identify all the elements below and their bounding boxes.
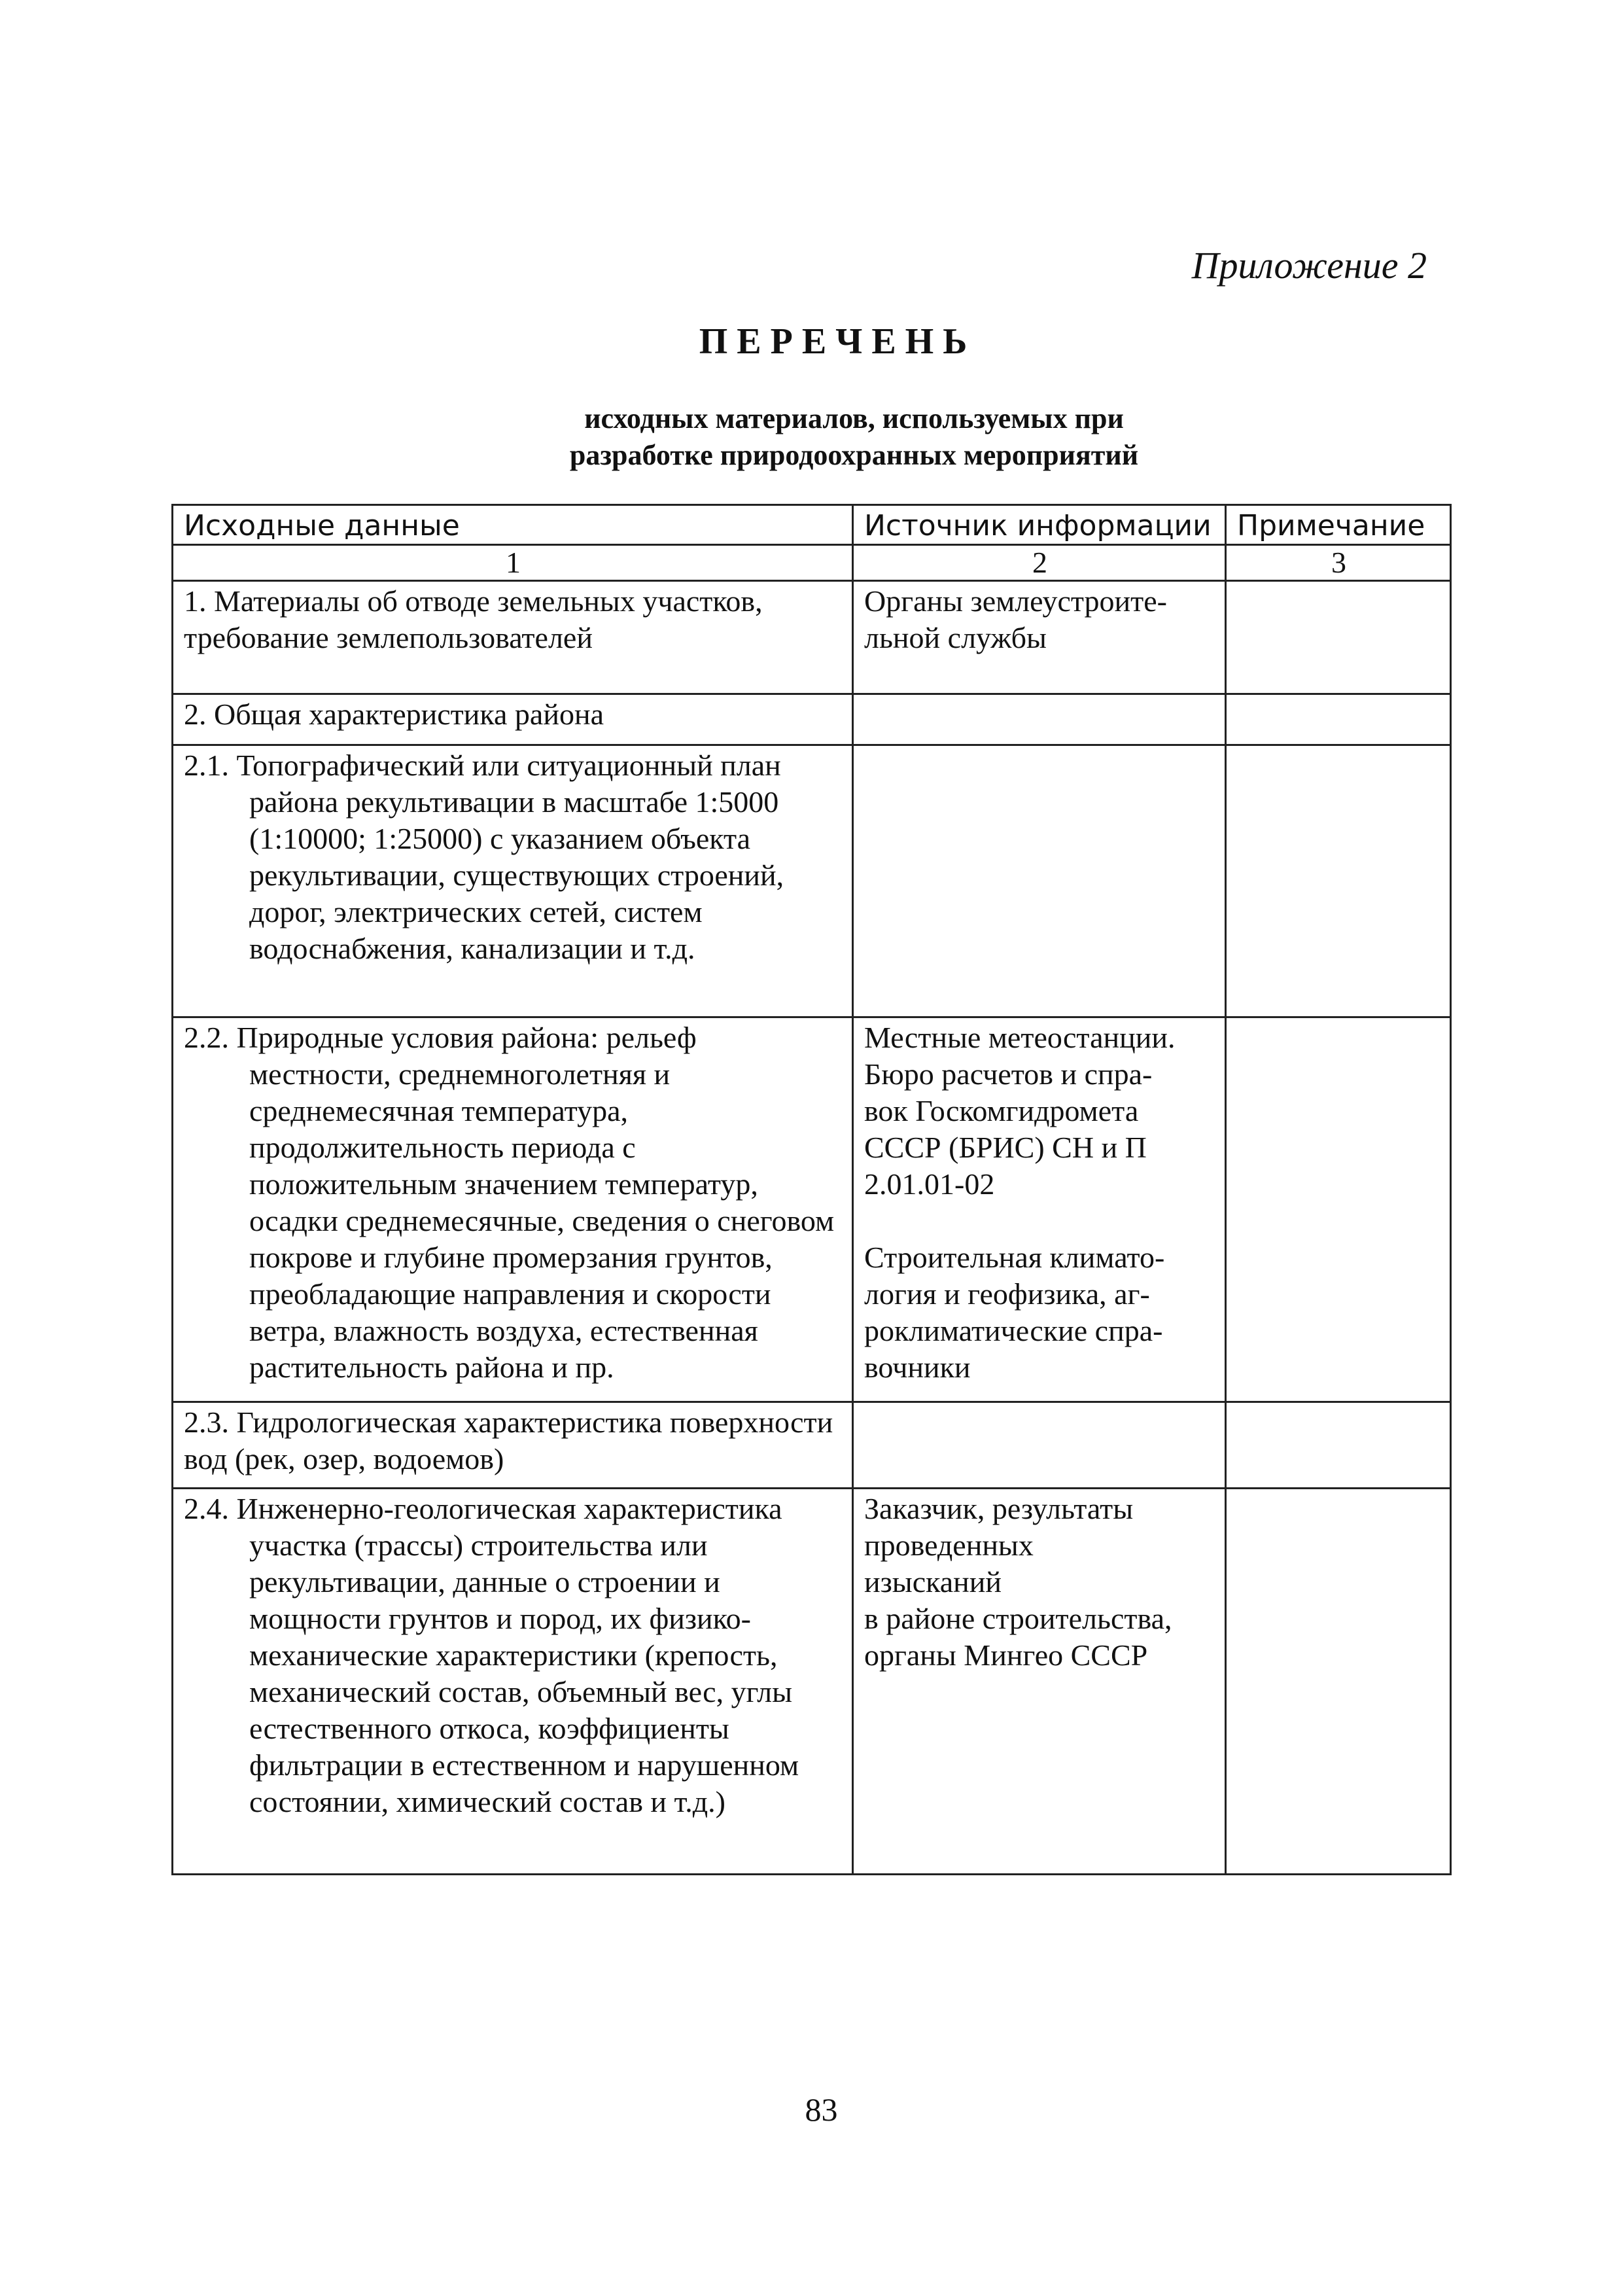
table-row <box>173 745 1451 1017</box>
source-line: в районе строительства, <box>864 1602 1172 1635</box>
column-number-row <box>173 545 1451 581</box>
source-line: органы Мингео СССР <box>864 1638 1148 1672</box>
row-data-text: 2.2. Природные условия района: рельеф местности, среднемноголетняя и среднемесячная температура, продолжительность периода с положительным значением температур, осадки среднемесячные, сведения о снеговом покрове и глубине промерзания грунтов, преобладающие направления и скорости ветра, влажность воздуха, естественная растительность района и пр. <box>184 1021 835 1384</box>
source-line: СССР (БРИС) СН и П <box>864 1131 1147 1164</box>
row-data-cell <box>173 745 853 1017</box>
materials-table <box>171 504 1452 1875</box>
row-note-cell <box>1226 1402 1451 1489</box>
page-number: 83 <box>805 2091 838 2128</box>
source-line: льной службы <box>864 621 1047 654</box>
source-line: изысканий <box>864 1565 1002 1598</box>
source-line: Местные метеостанции. <box>864 1021 1176 1054</box>
column-header-info-source: Источник информации <box>853 505 1226 545</box>
table-header-row <box>173 505 1451 545</box>
row-source-cell <box>853 745 1226 1017</box>
row-source-cell <box>853 581 1226 694</box>
column-number: 2 <box>853 545 1226 581</box>
row-note-cell <box>1226 745 1451 1017</box>
column-header-note: Примечание <box>1226 505 1451 545</box>
table-row <box>173 1402 1451 1489</box>
document-title: ПЕРЕЧЕНЬ <box>699 321 977 362</box>
row-source-cell <box>853 1402 1226 1489</box>
subtitle-line-1: исходных материалов, используемых при <box>584 402 1124 434</box>
row-data-cell: 1. Материалы об отводе земельных участков, требование землепользователей <box>173 581 853 694</box>
table-row <box>173 694 1451 745</box>
source-line: Органы землеустроите- <box>864 584 1167 618</box>
row-source-cell <box>853 694 1226 745</box>
row-data-text: 2.1. Топографический или ситуационный план района рекультивации в масштабе 1:5000 (1:10000; 1:25000) с указанием объекта рекультивации, существующих строений, дорог, электрических сетей, систем водоснабжения, канализации и т.д. <box>184 749 784 965</box>
source-line: роклиматические спра- <box>864 1314 1163 1347</box>
source-line: вок Госкомгидромета <box>864 1094 1139 1127</box>
row-note-cell <box>1226 1017 1451 1402</box>
source-line: Строительная климато- <box>864 1241 1165 1274</box>
source-line: Бюро расчетов и спра- <box>864 1057 1153 1091</box>
column-number: 1 <box>173 545 853 581</box>
row-data-cell: 2.3. Гидрологическая характеристика поверхности вод (рек, озер, водоемов) <box>173 1402 853 1489</box>
table-row <box>173 1489 1451 1875</box>
table-row <box>173 581 1451 694</box>
source-line: Заказчик, результаты <box>864 1492 1134 1525</box>
source-line: логия и геофизика, аг- <box>864 1277 1150 1311</box>
column-header-source-data: Исходные данные <box>173 505 853 545</box>
row-note-cell <box>1226 694 1451 745</box>
row-data-cell: 2. Общая характеристика района <box>173 694 853 745</box>
row-source-cell <box>853 1017 1226 1402</box>
column-number: 3 <box>1226 545 1451 581</box>
row-data-cell <box>173 1489 853 1875</box>
table-row <box>173 1017 1451 1402</box>
source-spacer <box>864 1203 1215 1239</box>
row-note-cell <box>1226 581 1451 694</box>
source-line: проведенных <box>864 1528 1034 1562</box>
row-note-cell <box>1226 1489 1451 1875</box>
source-line: вочники <box>864 1351 971 1384</box>
source-line: 2.01.01-02 <box>864 1167 995 1201</box>
row-data-cell <box>173 1017 853 1402</box>
appendix-label: Приложение 2 <box>1191 244 1427 287</box>
row-source-cell <box>853 1489 1226 1875</box>
row-data-text: 2.4. Инженерно-геологическая характеристика участка (трассы) строительства или рекультивации, данные о строении и мощности грунтов и пород, их физико-механические характеристики (крепость, механический состав, объемный вес, углы естественного откоса, коэффициенты фильтрации в естественном и нарушенном состоянии, химический состав и т.д.) <box>184 1492 799 1818</box>
document-subtitle <box>0 400 1623 474</box>
subtitle-line-2: разработке природоохранных мероприятий <box>569 439 1139 471</box>
